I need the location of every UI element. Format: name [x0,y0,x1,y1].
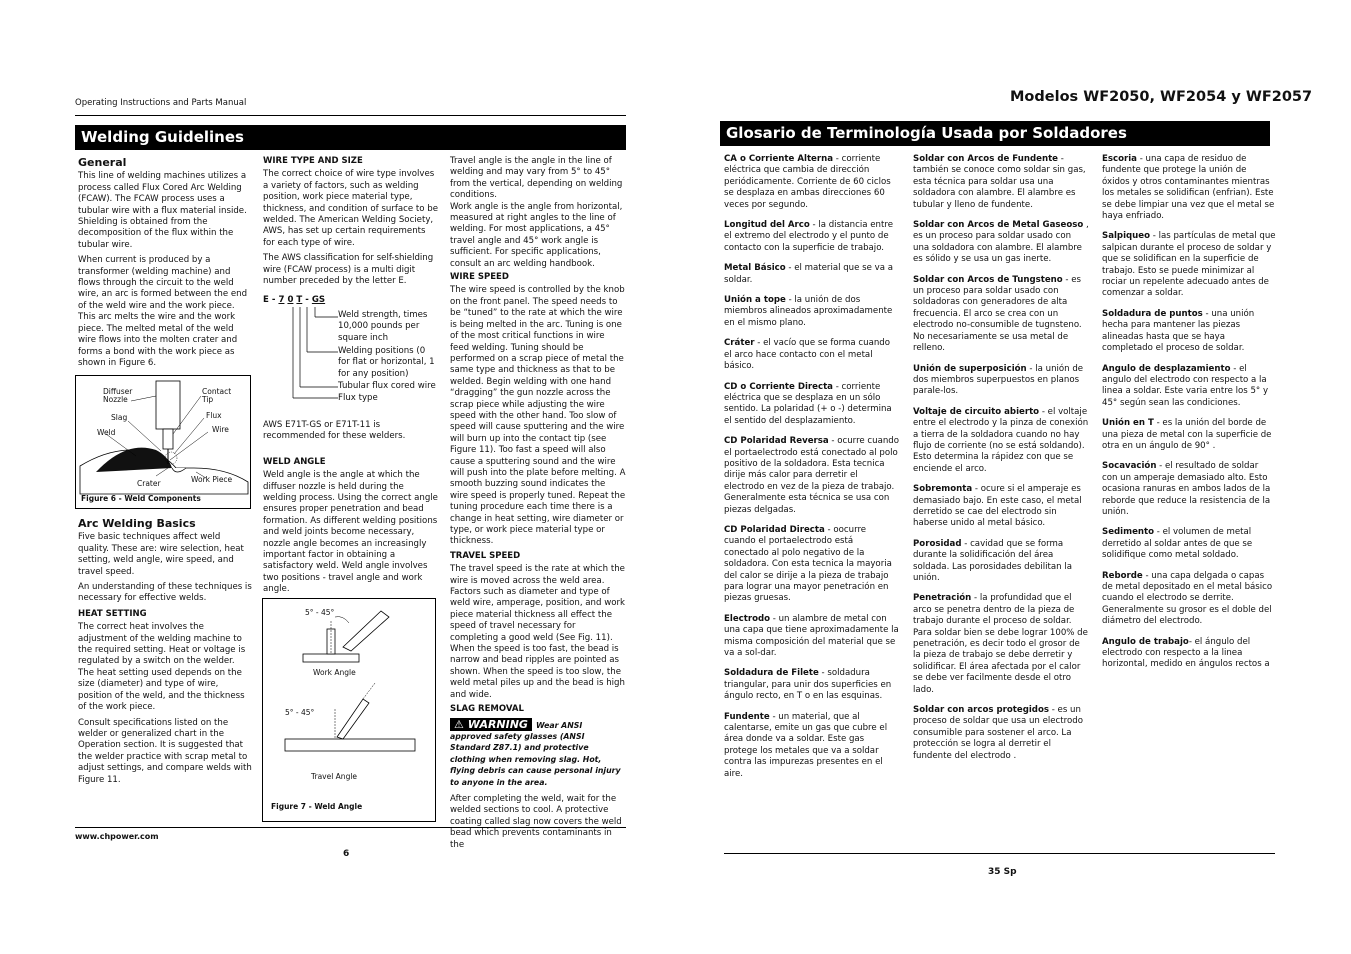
glossary-term: Soldar con Arcos de Metal Gaseoso [913,220,1084,231]
glossary-term: Soldadura de puntos [1102,308,1203,319]
left-column-2 [263,156,439,291]
work-angle-paragraph: Work angle is the angle from horizontal, measured at right angles to the line of welding. For most applications, a 45° travel angle and 45° work angle is sufficient. For specific applications, consult an arc welding handbook. [450,201,623,269]
glossary-entry [913,364,1089,398]
travel-angle-label: Travel Angle [311,772,358,781]
glossary-term: Fundente [724,711,770,722]
glossary-definition: - un alambre de metal con una capa que tiene aproximadamente la misma composición del material que se va a sol-dar. [724,613,899,659]
glossary-entry [724,220,900,254]
glossary-term: Angulo de desplazamiento [1102,363,1231,374]
heat-paragraph-2: Consult specifications listed on the welder or generalized chart in the Operation section. It is suggested that the welder practice with scrap metal to adjust settings, and compare welds with Figure 11. [78,717,252,785]
glossary-term: Voltaje de circuito abierto [913,406,1040,417]
glossary-definition: - el resultado de soldar con un amperaje demasiado alto. Esto ocasiona ranuras en ambos lados de la reborde que reduce la resistencia de la unión. [1102,461,1271,517]
label-slag: Slag [111,413,128,422]
glossary-term: Angulo de trabajo [1102,636,1189,647]
wire-speed-heading: WIRE SPEED [450,272,509,283]
code-leader-lines [263,295,343,405]
footer-rule-left [75,827,626,828]
travel-speed-heading: TRAVEL SPEED [450,550,521,561]
glossary-term: CD Polaridad Reversa [724,436,829,447]
glossary-term: Escoria [1102,154,1137,164]
slag-paragraph: After completing the weld, wait for the welded sections to cool. A protective coating called slag now covers the weld bead which prevents contaminants in the [450,793,622,850]
glossary-term: CD Polaridad Directa [724,524,825,535]
glossary-definition: - la profundidad que el arco se penetra dentro de la pieza de trabajo durante el proceso de soldar. Para soldar bien se debe lograr 100% de penetración, es decir todo el grosor de la pieza de trabajo se debe derretir y solidificar. El área afectada por el calor se debe ver facilmente desde el otro lado. [913,593,1088,695]
glossary-definition: - el voltaje entre el electrodo y la pinza de conexión a tierra de la soldadora cuando no hay flujo de corriente (no se está soldando). Esto determina la rápidez con que se enciende el arco. [913,406,1089,474]
glossary-definition: - ocurre cuando el portaelectrodo está conectado al polo positivo de la soldadora. Esta tecnica dirije más calor para derretir el electrodo en vez de la pieza de trabajo. Generalmente esta técnica se usa con piezas delgadas. [724,436,900,515]
glossary-entry [1102,364,1276,410]
glossary-entry [724,382,900,428]
glossary-entry [913,593,1089,696]
heat-setting-heading: HEAT SETTING [78,608,147,619]
footer-url: www.chpower.com [75,832,159,841]
glossary-entry [724,295,900,329]
travel-angle-paragraph: Travel angle is the angle in the line of welding and may vary from 5° to 45° from the vertical, depending on welding conditions. [450,156,623,201]
glossary-definition: - también se conoce como soldar sin gas, esta técnica para soldar usa una soldadora con alambre. El alambre es tubular y lleno de fundente. [913,154,1086,210]
arc-paragraph-1: Five basic techniques affect weld quality. These are: wire selection, heat setting, weld angle, wire speed, and travel speed. [78,532,244,577]
glossary-definition: - una capa delgada o capas de metal depositado en el metal básico cuando el electrodo se derrite. Generalmente su grosor es el doble del diámetro del electrodo. [1102,570,1273,627]
warning-text: Wear ANSI approved safety glasses (ANSI Standard Z87.1) and protective clothing when removing slag. Hot, flying debris can cause personal injury to anyone in the area. [450,720,621,787]
label-diffuser-nozzle: Diffuser Nozzle [103,387,133,404]
glossary-definition: - ocure si el amperaje es demasiado bajo. En este caso, el metal derretido se cae del electrodo sin haberse unido al metal básico. [913,484,1082,529]
wire-paragraph-1: The correct choice of wire type involves a variety of factors, such as welding position, work piece material type, thickness, and condition of surface to be welded. The American Welding Society, AWS, has set up certain requirements for each type of wire. [263,169,439,248]
travel-angle-degrees: 5° - 45° [285,708,315,717]
glossary-column-3 [1102,154,1276,680]
glossary-definition: - la distancia entre el extremo del electrodo y el punto de contacto con la superficie de trabajo. [724,220,893,253]
slag-removal-heading: SLAG REMOVAL [450,704,524,715]
travel-speed-paragraph: The travel speed is the rate at which the wire is moved across the weld area. Factors such as diameter and type of weld wire, amperage, position, and work piece material thickness all effect the speed of travel necessary for completing a good weld (See Fig. 11). When the speed is too fast, the bead is narrow and bead ripples are pointed as shown. When the speed is too slow, the weld metal piles up and the bead is high and wide. [450,564,625,700]
glossary-definition: - el angulo del electrodo con respecto a la linea a soldar. Este varia entre los 5° y 45° según sean las condiciones. [1102,363,1269,408]
glossary-definition: - una unión hecha para mantener las piezas alineadas hasta que se haya completado el proceso de soldar. [1102,308,1255,354]
work-angle-label: Work Angle [313,668,356,677]
weld-angle-heading: WELD ANGLE [263,456,326,467]
code-e: E [263,295,269,305]
glossary-entry [913,705,1089,762]
code-gs: GS [311,295,326,305]
arc-welding-basics-heading: Arc Welding Basics [78,517,196,530]
glossary-definition: - una capa de residuo de fundente que protege la unión de óxidos y otros contaminantes mientras los metales se solidifican (enfrian). Este se debe limpiar una vez que el metal se haya enfriado. [1102,154,1275,222]
glossary-term: Sobremonta [913,484,973,495]
glossary-entry [724,668,900,702]
glossary-definition: - soldadura triangular, para unir dos superficies en ángulo recto, en T o en las esquinas. [724,668,892,702]
heat-paragraph-1: The correct heat involves the adjustment of the welding machine to the required setting. Heat or voltage is regulated by a switch on the welder. The heat setting used depends on the size (diameter) and type of wire, position of the weld, and the thickness of the work piece. [78,622,246,713]
glossary-column-1 [724,154,900,789]
glossary-definition: - el material que se va a soldar. [724,263,893,285]
glossary-term: Soldar con Arcos de Fundente [913,154,1059,164]
label-wire: Wire [212,425,229,434]
glossary-definition: - cavidad que se forma durante la solidificación del área soldada. Las porosidades debilitan la unión. [913,538,1072,583]
glossary-definition: - el volumen de metal derretido al soldar antes de que se solidifique como metal soldado. [1102,527,1253,561]
figure-7-caption: Figure 7 - Weld Angle [271,802,363,811]
code-label-weld-strength: Weld strength, times 10,000 pounds per square inch [338,310,428,343]
glossary-term: Cráter [724,338,755,349]
glossary-entry [724,614,900,660]
wire-speed-paragraph: The wire speed is controlled by the knob on the front panel. The speed needs to be “tuned” to the rate at which the wire is being melted in the arc. Tuning is one of the most critical functions in wire feed welding. Tuning should be performed on a scrap piece of metal the same type and thickness as that to be welded. Begin welding with one hand “dragging” the gun nozzle across the scrap piece while adjusting the wire speed with the other hand. Too slow of speed will cause sputtering and the wire will burn up into the contact tip (see Figure 11). Too fast a speed will also cause a sputtering sound and the wire will push into the plate before melting. A smooth buzzing sound indicates the wire speed is properly tuned. Repeat the tuning procedure each time there is a change in heat setting, wire diameter or type, or work piece material type or thickness. [450,285,626,547]
general-paragraph-2: When current is produced by a transformer (welding machine) and flows through the circuit to the weld wire, an arc is formed between the end of the weld wire and the work piece. This arc melts the wire and the work piece. The melted metal of the weld wire flows into the molten crater and forms a bond with the work piece as shown in Figure 6. [78,255,248,368]
glossary-definition: - un material, que al calentarse, emite un gas que cubre el área donde va a soldar. Este gas protege los metales que va a soldar contra las impurezas presentes en el aire. [724,711,888,779]
code-label-tubular: Tubular flux cored wire [338,381,436,391]
code-digit-0: 0 [287,295,294,305]
weld-angle-paragraph: Weld angle is the angle at which the diffuser nozzle is held during the welding process. Using the correct angle ensures proper penetration and bead formation. As different welding positions and weld joints become necessary, nozzle angle becomes an increasingly important factor in obtaining a satisfactory weld. Weld angle involves two positions - travel angle and work angle. [263,470,438,595]
left-column-2-lower [263,420,439,600]
section-banner: Welding Guidelines [75,125,626,150]
glossary-entry [1102,231,1276,299]
glossary-term: Salpiqueo [1102,231,1151,242]
right-page-number: 35 Sp [988,867,1017,877]
arc-paragraph-2: An understanding of these techniques is necessary for effective welds. [78,582,252,604]
code-digit-7: 7 [278,295,285,305]
glossary-entry [724,338,900,372]
glossary-entry [724,263,900,286]
glossary-entry [913,220,1089,266]
left-column-3 [450,156,626,855]
figure-6-weld-components [75,375,251,509]
code-t: T [296,295,303,305]
code-sep-1: - [271,295,276,305]
glossary-term: Penetración [913,593,972,604]
work-angle-degrees: 5° - 45° [305,608,335,617]
glossary-entry [913,539,1089,585]
warning-badge: ⚠ WARNING [450,718,532,731]
glossary-entry [1102,309,1276,355]
code-label-flux-type: Flux type [338,393,378,403]
glossary-term: Unión de superposición [913,363,1027,374]
code-sep-2: - [305,295,309,305]
glossary-entry [1102,637,1276,671]
glossary-term: Reborde [1102,570,1143,581]
glossary-definition: - las partículas de metal que salpican durante el proceso de soldar y que se solidifican en la superficie de trabajo. Esto se puede minimizar al rociar un repelente adecuado antes de comenzar a soldar. [1102,231,1276,299]
glossary-term: Soldar con arcos protegidos [913,705,1049,716]
label-weld: Weld [97,428,116,437]
glossary-term: Metal Básico [724,263,786,274]
glossary-term: Longitud del Arco [724,220,810,231]
glossary-definition: - la unión de dos miembros alineados aproximadamente en el mismo plano. [724,295,893,328]
header-rule [75,115,626,116]
aws-code-diagram [263,295,439,405]
glossary-term: CD o Corriente Directa [724,381,833,392]
glossary-entry [913,275,1089,355]
slag-warning [450,718,626,788]
glossary-entry [913,154,1089,211]
glossary-definition: - es un proceso para soldar usado con soldadoras con generadores de alta frecuencia. El arco se crea con un electrodo no-consumible de tugnsteno. No necesariamente se usa metal de relleno. [913,274,1082,354]
label-flux: Flux [206,411,222,420]
glossary-entry [913,407,1089,475]
glossary-entry [724,154,900,211]
label-crater: Crater [137,479,161,488]
glossary-entry [1102,527,1276,561]
label-work-piece: Work Piece [191,475,233,484]
glossary-entry [724,712,900,780]
glossary-definition: - la unión de dos miembros superpuestos en planos parale-los. [913,363,1084,397]
glossary-term: Socavación [1102,461,1157,472]
glossary-entry [1102,418,1276,452]
glossary-entry [1102,154,1276,222]
glossary-term: Soldar con Arcos de Tungsteno [913,274,1063,285]
glossary-term: CA o Corriente Alterna [724,154,834,164]
glossary-entry [724,436,900,516]
footer-rule-right [724,853,1275,854]
glossary-term: Unión a tope [724,295,786,306]
page-header: Operating Instructions and Parts Manual [75,98,247,108]
glossary-definition: - es un proceso de soldar que usa un electrodo consumible para sostener el arco. La protección se logra al derretir el fundente del electrodo . [913,705,1083,761]
left-page-number: 6 [343,849,350,859]
glossary-entry [1102,571,1276,628]
models-title: Modelos WF2050, WF2054 y WF2057 [1010,89,1313,105]
left-column-1-lower [78,518,252,790]
glossary-definition: - es la unión del borde de una pieza de metal con la superficie de otra en un ángulo de 90° . [1102,418,1272,451]
figure-6-caption: Figure 6 - Weld Components [81,494,201,503]
glossary-definition: - el vacío que se forma cuando el arco hace contacto con el metal básico. [724,338,891,372]
general-heading: General [78,156,127,169]
glossary-column-2 [913,154,1089,771]
glossary-definition: - oocurre cuando el portaelectrodo está conectado al polo negativo de la soldadora. Con esta tecnica la mayoria del calor se dirije a la pieza de trabajo para lograr una mayor penetración en piezas gruesas. [724,524,892,604]
glossary-definition: - corriente eléctrica que se desplaza en un sólo sentido. La polaridad (+ o -) determina el sentido del desplazamiento. [724,381,892,426]
label-contact-tip: Contact Tip [202,387,232,404]
aws-recommendation: AWS E71T-GS or E71T-11 is recommended for these welders. [263,420,406,442]
code-label-welding-positions: Welding positions (0 for flat or horizontal, 1 for any position) [338,346,435,379]
wire-type-heading: WIRE TYPE AND SIZE [263,156,363,166]
glossary-entry [1102,461,1276,518]
glossary-definition: - el ángulo del electrodo con respecto a la linea horizontal, medido en ángulos rectos a [1102,636,1270,670]
glossary-term: Soldadura de Filete [724,668,819,679]
general-paragraph-1: This line of welding machines utilizes a process called Flux Cored Arc Welding (FCAW). The FCAW process uses a tubular wire with a flux material inside. Shielding is obtained from the decomposition of the flux within the tubular wire. [78,171,247,250]
glossary-term: Porosidad [913,538,962,549]
left-column-1 [78,157,252,373]
wire-paragraph-2: The AWS classification for self-shielding wire (FCAW process) is a multi digit number preceded by the letter E. [263,253,434,287]
glossary-banner: Glosario de Terminología Usada por Soldadores [720,121,1270,146]
warning-label: WARNING [467,717,528,731]
glossary-term: Unión en T [1102,418,1154,429]
figure-7-weld-angle [262,598,436,822]
glossary-entry [724,525,900,605]
glossary-entry [913,484,1089,530]
glossary-definition: , es un proceso para soldar usado con una soldadora con alambre. El alambre es sólido y se usa un gas inerte. [913,220,1089,265]
glossary-definition: - corriente eléctrica que cambia de dirección periódicamente. Corriente de 60 ciclos se desplaza en ambas direcciones 60 veces por segundo. [724,154,891,210]
glossary-term: Electrodo [724,613,771,624]
glossary-term: Sedimento [1102,527,1155,538]
